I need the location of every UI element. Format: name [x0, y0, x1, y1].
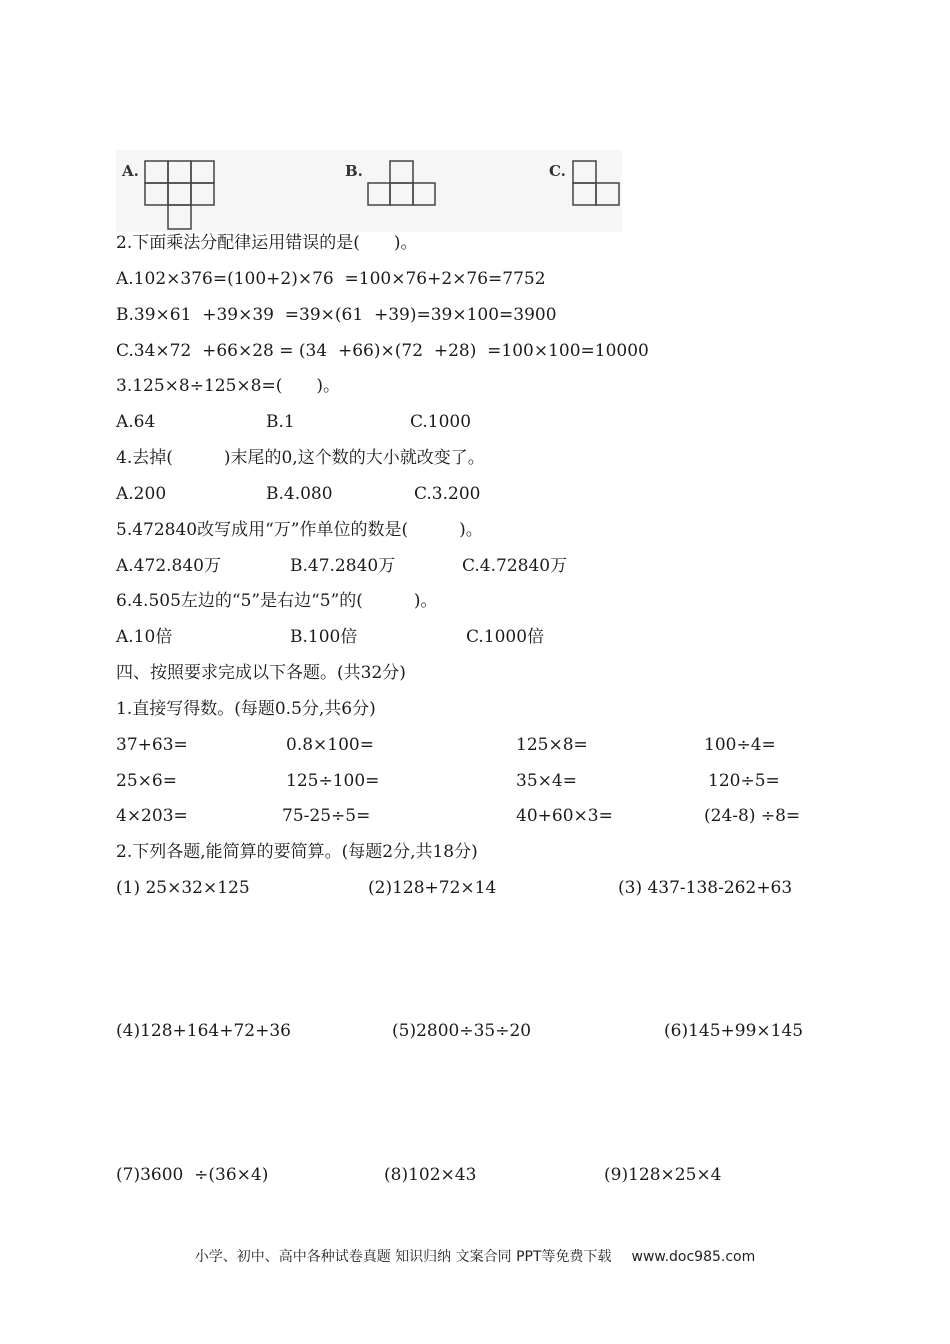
figure-b-net	[367, 160, 437, 208]
q5-option-a: A.472.840万	[116, 556, 221, 576]
oral-calc-item: 125×8=	[516, 735, 588, 755]
oral-calc-item: 4×203=	[116, 806, 188, 826]
oral-calc-item: 40+60×3=	[516, 806, 613, 826]
q4-option-a: A.200	[116, 484, 167, 504]
figure-a-label: A.	[122, 162, 139, 180]
q2-stem: 2.下面乘法分配律运用错误的是( )。	[116, 233, 418, 253]
oral-calc-item: 25×6=	[116, 771, 177, 791]
q6-option-c: C.1000倍	[466, 627, 545, 647]
q4-option-c: C.3.200	[414, 484, 481, 504]
q5-option-c: C.4.72840万	[462, 556, 568, 576]
simplify-item: (7)3600 ÷(36×4)	[116, 1165, 269, 1185]
q6-option-b: B.100倍	[290, 627, 358, 647]
q3-stem: 3.125×8÷125×8=( )。	[116, 376, 340, 396]
section4-sub2-title: 2.下列各题,能简算的要简算。(每题2分,共18分)	[116, 842, 478, 862]
oral-calc-item: 125÷100=	[286, 771, 380, 791]
q2-option-a: A.102×376=(100+2)×76 =100×76+2×76=7752	[116, 269, 546, 289]
footer-site-link[interactable]: www.doc985.com	[631, 1249, 756, 1265]
figure-c-label: C.	[549, 162, 566, 180]
oral-calc-item: 0.8×100=	[286, 735, 374, 755]
oral-calc-item: 120÷5=	[708, 771, 780, 791]
section4-sub1-title: 1.直接写得数。(每题0.5分,共6分)	[116, 699, 376, 719]
page-footer	[0, 1246, 950, 1266]
figure-a-net	[144, 160, 216, 230]
section4-title: 四、按照要求完成以下各题。(共32分)	[116, 663, 406, 683]
simplify-item: (1) 25×32×125	[116, 878, 250, 898]
q5-stem: 5.472840改写成用“万”作单位的数是( )。	[116, 520, 483, 540]
figure-b-label: B.	[345, 162, 363, 180]
oral-calc-item: 100÷4=	[704, 735, 776, 755]
oral-calc-item: 37+63=	[116, 735, 188, 755]
q3-option-b: B.1	[266, 412, 295, 432]
simplify-item: (6)145+99×145	[664, 1021, 804, 1041]
simplify-item: (4)128+164+72+36	[116, 1021, 291, 1041]
simplify-item: (9)128×25×4	[604, 1165, 722, 1185]
figure-c-net	[572, 160, 622, 208]
oral-calc-item: (24-8) ÷8=	[704, 806, 801, 826]
simplify-item: (8)102×43	[384, 1165, 477, 1185]
q3-option-c: C.1000	[410, 412, 472, 432]
oral-calc-item: 75-25÷5=	[282, 806, 371, 826]
q5-option-b: B.47.2840万	[290, 556, 396, 576]
q3-option-a: A.64	[116, 412, 156, 432]
simplify-item: (5)2800÷35÷20	[392, 1021, 532, 1041]
q2-option-b: B.39×61 +39×39 =39×(61 +39)=39×100=3900	[116, 305, 557, 325]
simplify-item: (2)128+72×14	[368, 878, 497, 898]
oral-calc-item: 35×4=	[516, 771, 577, 791]
q4-stem: 4.去掉( )末尾的0,这个数的大小就改变了。	[116, 448, 485, 468]
q2-option-c: C.34×72 +66×28 = (34 +66)×(72 +28) =100×100=10000	[116, 341, 649, 361]
figure-strip	[116, 150, 622, 232]
q6-option-a: A.10倍	[116, 627, 173, 647]
simplify-item: (3) 437-138-262+63	[618, 878, 793, 898]
q6-stem: 6.4.505左边的“5”是右边“5”的( )。	[116, 591, 438, 611]
footer-text: 小学、初中、高中各种试卷真题 知识归纳 文案合同 PPT等免费下载	[194, 1249, 612, 1265]
q4-option-b: B.4.080	[266, 484, 333, 504]
